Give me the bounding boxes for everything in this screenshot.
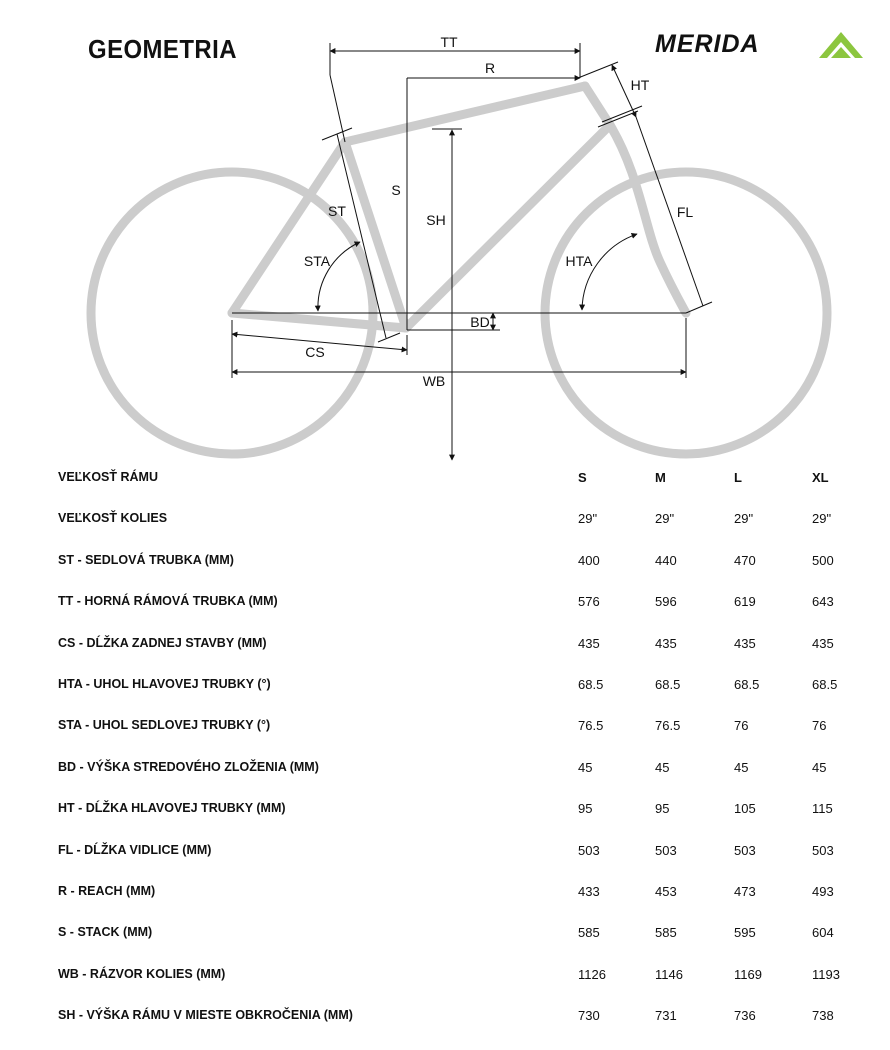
geometry-diagram (0, 0, 890, 470)
row-value: 730 (578, 1008, 600, 1024)
label-bd: BD (470, 314, 490, 330)
size-m: M (655, 470, 666, 485)
row-value: 585 (655, 925, 677, 941)
row-value: 435 (578, 635, 600, 651)
row-label: HT - DĹŽKA HLAVOVEJ TRUBKY (MM) (58, 801, 286, 816)
table-header-row (0, 458, 890, 499)
row-value: 68.5 (578, 677, 604, 692)
size-l: L (734, 470, 742, 485)
table-row (0, 748, 890, 789)
table-row (0, 665, 890, 706)
row-value: 736 (734, 1008, 756, 1024)
row-value: 400 (578, 552, 600, 568)
row-label: HTA - UHOL HLAVOVEJ TRUBKY (°) (58, 677, 271, 691)
row-label: VEĽKOSŤ KOLIES (58, 511, 168, 526)
row-value: 68.5 (655, 677, 681, 692)
label-st: ST (328, 203, 346, 219)
label-fl: FL (676, 204, 694, 220)
row-value: 493 (812, 884, 834, 899)
row-label: STA - UHOL SEDLOVEJ TRUBKY (°) (58, 718, 271, 733)
size-s: S (578, 470, 587, 485)
row-value: 45 (578, 759, 593, 775)
row-value: 29" (578, 511, 598, 527)
row-value: 473 (734, 884, 756, 899)
row-label: S - STACK (MM) (58, 925, 153, 940)
row-value: 503 (812, 842, 834, 858)
row-value: 500 (812, 552, 834, 568)
page-title: GEOMETRIA (88, 34, 237, 64)
label-r: R (484, 60, 496, 76)
row-label: ST - SEDLOVÁ TRUBKA (MM) (58, 552, 234, 567)
row-value: 604 (812, 925, 834, 941)
row-value: 470 (734, 552, 756, 568)
row-value: 76 (734, 718, 749, 734)
row-value: 95 (655, 801, 670, 817)
bike-frame (232, 86, 686, 328)
row-value: 29" (655, 511, 675, 527)
row-value: 1126 (578, 966, 606, 982)
table-row (0, 789, 890, 830)
row-value: 433 (578, 884, 600, 899)
row-label: SH - VÝŠKA RÁMU V MIESTE OBKROČENIA (MM) (58, 1008, 353, 1023)
size-xl: XL (812, 470, 829, 485)
label-sh: SH (426, 212, 446, 228)
table-row (0, 955, 890, 996)
row-value: 453 (655, 884, 677, 899)
row-label: TT - HORNÁ RÁMOVÁ TRUBKA (MM) (58, 594, 278, 609)
brand-name: MERIDA (655, 30, 760, 58)
row-value: 68.5 (812, 677, 838, 692)
table-row (0, 872, 890, 913)
row-value: 29" (734, 511, 754, 527)
row-value: 595 (734, 925, 756, 941)
row-value: 619 (734, 594, 756, 610)
row-label: BD - VÝŠKA STREDOVÉHO ZLOŽENIA (MM) (58, 759, 319, 774)
row-label: WB - RÁZVOR KOLIES (MM) (58, 966, 226, 981)
row-value: 596 (655, 594, 677, 610)
label-tt: TT (440, 34, 458, 50)
row-value: 643 (812, 594, 834, 610)
row-value: 1169 (734, 966, 762, 982)
row-value: 45 (812, 759, 827, 775)
row-value: 29" (812, 511, 832, 527)
label-cs: CS (305, 344, 325, 360)
row-value: 76.5 (655, 718, 681, 734)
row-value: 503 (734, 842, 756, 858)
table-row (0, 913, 890, 954)
row-value: 105 (734, 801, 756, 817)
table-row (0, 582, 890, 623)
table-row (0, 499, 890, 540)
table-row (0, 831, 890, 872)
row-value: 76.5 (578, 718, 604, 734)
row-value: 76 (812, 718, 827, 734)
table-row (0, 541, 890, 582)
row-value: 435 (734, 635, 756, 651)
table-row (0, 706, 890, 747)
label-s: S (391, 182, 401, 198)
row-value: 95 (578, 801, 593, 817)
row-value: 1193 (812, 966, 840, 982)
row-value: 115 (812, 801, 833, 817)
row-value: 738 (812, 1008, 834, 1024)
row-value: 45 (734, 759, 749, 775)
table-row (0, 996, 890, 1037)
row-value: 45 (655, 759, 670, 775)
row-value: 440 (655, 552, 677, 568)
label-sta: STA (303, 253, 331, 269)
row-label: FL - DĹŽKA VIDLICE (MM) (58, 842, 212, 857)
row-value: 576 (578, 594, 600, 610)
label-wb: WB (422, 373, 446, 389)
row-value: 1146 (655, 966, 683, 982)
label-hta: HTA (565, 253, 593, 269)
row-value: 503 (655, 842, 677, 858)
row-value: 585 (578, 925, 600, 941)
row-value: 68.5 (734, 677, 760, 692)
row-value: 731 (655, 1008, 677, 1024)
row-label: R - REACH (MM) (58, 884, 156, 898)
row-label: CS - DĹŽKA ZADNEJ STAVBY (MM) (58, 635, 267, 650)
header-label: VEĽKOSŤ RÁMU (58, 470, 158, 484)
row-value: 435 (655, 635, 677, 651)
label-ht: HT (630, 77, 650, 93)
table-row (0, 624, 890, 665)
row-value: 503 (578, 842, 600, 858)
row-value: 435 (812, 635, 834, 651)
